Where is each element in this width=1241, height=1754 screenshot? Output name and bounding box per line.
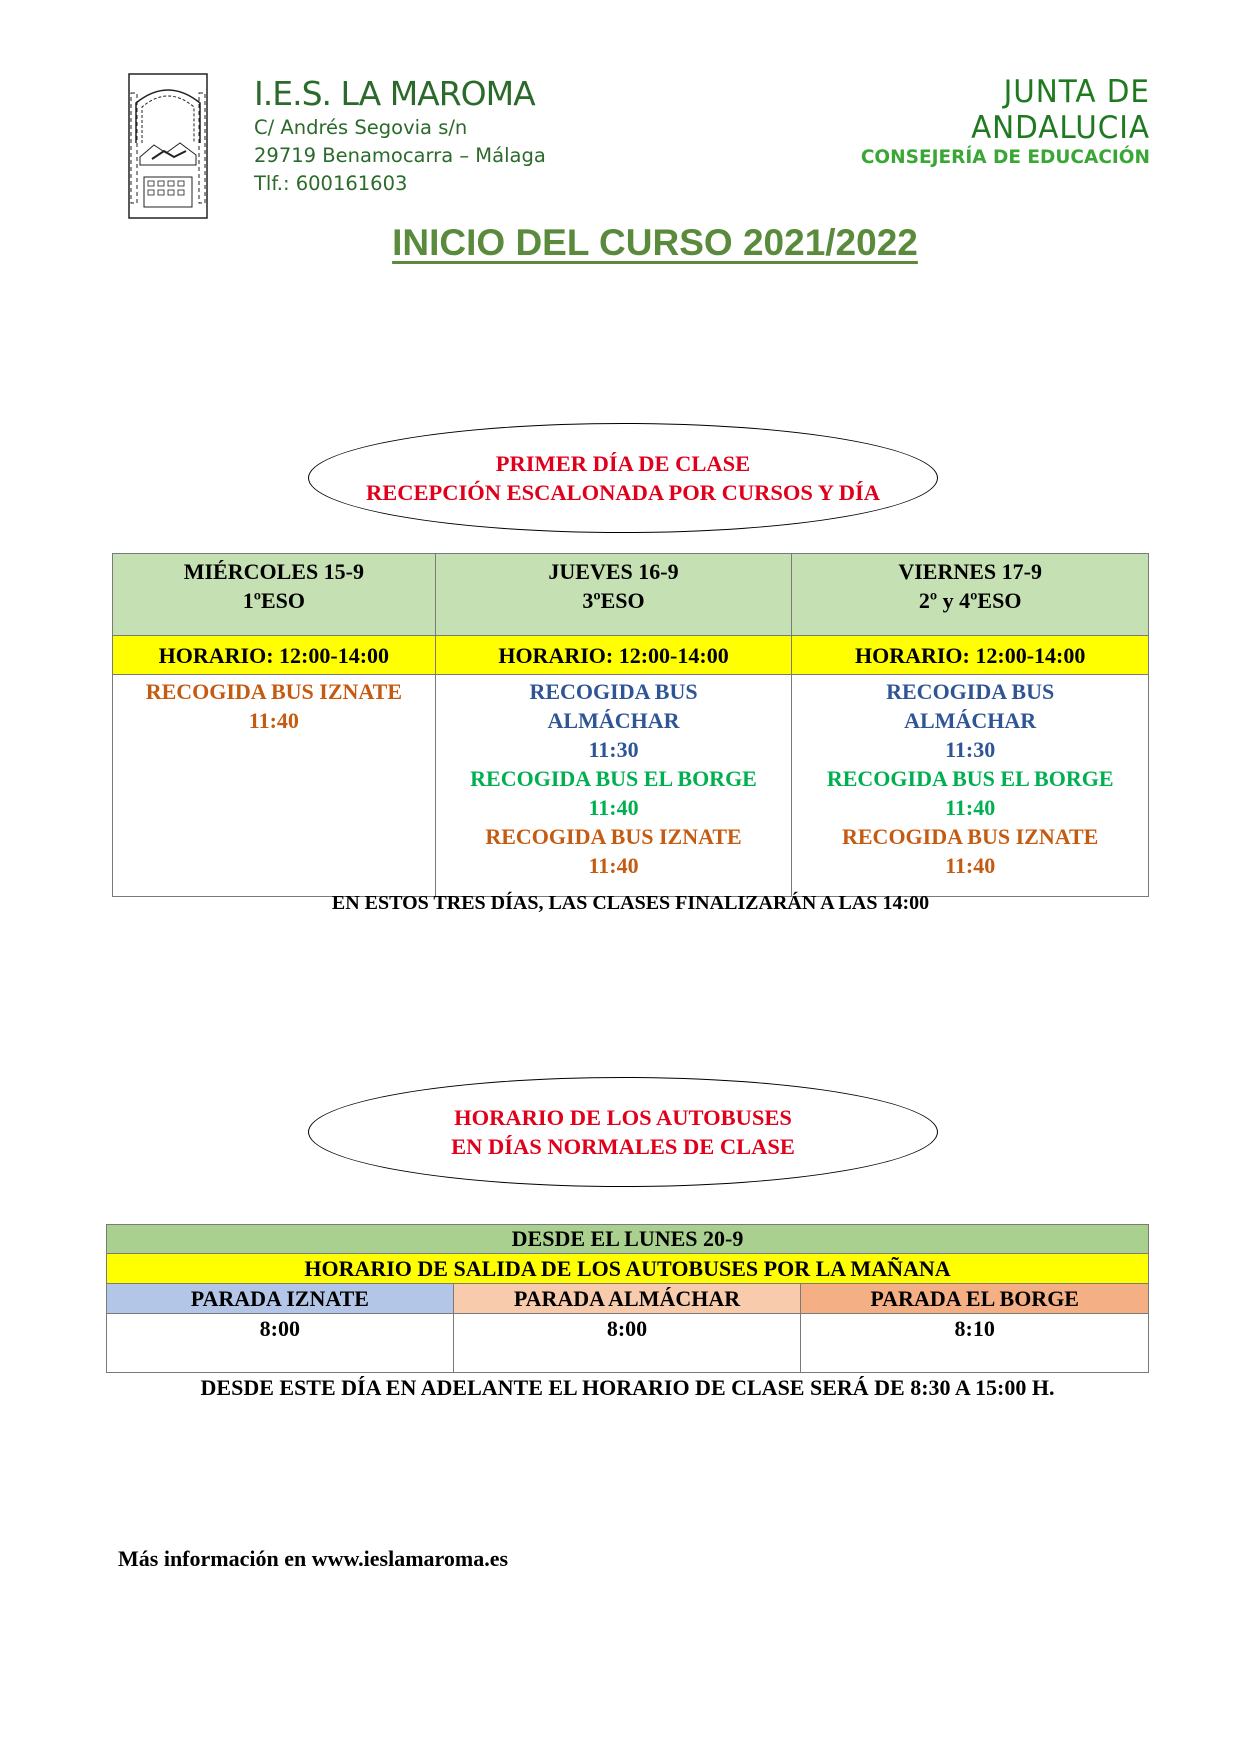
bus-schedule-oval [308, 1077, 938, 1187]
pickup-cell-viernes [792, 675, 1149, 897]
school-address-city: 29719 Benamocarra – Málaga [254, 144, 546, 167]
pickup-iznate-label: RECOGIDA BUS IZNATE [842, 824, 1099, 849]
pickup-almachar-label: RECOGIDA BUS [529, 679, 698, 704]
stop-almachar-header: PARADA ALMÁCHAR [453, 1284, 801, 1314]
pickup-cell-miercoles [113, 675, 436, 897]
table-row-schedule [113, 636, 1149, 675]
school-info [254, 74, 546, 198]
stop-elborge-header: PARADA EL BORGE [801, 1284, 1149, 1314]
schedule-cell: HORARIO: 12:00-14:00 [435, 636, 792, 675]
junta-title: JUNTA DE ANDALUCIA [971, 74, 1150, 146]
first-day-table [112, 553, 1149, 897]
course-label: 3ºESO [582, 588, 645, 613]
pickup-almachar-time: 11:30 [588, 737, 639, 762]
school-phone: Tlf.: 600161603 [254, 172, 408, 195]
table-row-times [107, 1314, 1149, 1373]
pickup-almachar-label-2: ALMÁCHAR [904, 708, 1037, 733]
first-day-note: EN ESTOS TRES DÍAS, LAS CLASES FINALIZARÁN A LAS 14:00 [331, 892, 930, 914]
pickup-iznate-label: RECOGIDA BUS IZNATE [485, 824, 742, 849]
table-row-pickups [113, 675, 1149, 897]
pickup-elborge-time: 11:40 [945, 795, 996, 820]
school-name: I.E.S. LA MAROMA [254, 74, 535, 113]
school-address-street: C/ Andrés Segovia s/n [254, 116, 468, 139]
pickup-iznate-label: RECOGIDA BUS IZNATE [145, 679, 403, 704]
bus-oval-line1: HORARIO DE LOS AUTOBUSES [454, 1105, 792, 1130]
pickup-almachar-time: 11:30 [945, 737, 996, 762]
stop-almachar-time: 8:00 [453, 1314, 801, 1373]
pickup-elborge-time: 11:40 [588, 795, 639, 820]
day-label: MIÉRCOLES 15-9 [183, 559, 364, 584]
stop-elborge-time: 8:10 [801, 1314, 1149, 1373]
pickup-iznate-time: 11:40 [248, 708, 299, 733]
day-cell-jueves [435, 554, 792, 636]
table-row-subtitle [107, 1254, 1149, 1284]
stop-iznate-header: PARADA IZNATE [107, 1284, 454, 1314]
junta-logo [820, 74, 1150, 170]
pickup-elborge-label: RECOGIDA BUS EL BORGE [470, 766, 757, 791]
schedule-cell: HORARIO: 12:00-14:00 [113, 636, 436, 675]
course-label: 2º y 4ºESO [918, 588, 1022, 613]
school-logo [128, 73, 208, 219]
pickup-almachar-label: RECOGIDA BUS [886, 679, 1055, 704]
page-title: INICIO DEL CURSO 2021/2022 [392, 222, 918, 263]
bus-note: DESDE ESTE DÍA EN ADELANTE EL HORARIO DE CLASE SERÁ DE 8:30 A 15:00 H. [200, 1375, 1055, 1400]
first-day-oval-line1: PRIMER DÍA DE CLASE [495, 451, 751, 476]
day-label: VIERNES 17-9 [898, 559, 1042, 584]
course-label: 1ºESO [242, 588, 305, 613]
table-row-from-date [107, 1225, 1149, 1254]
pickup-elborge-label: RECOGIDA BUS EL BORGE [826, 766, 1114, 791]
footer-info: Más información en www.ieslamaroma.es [118, 1546, 509, 1571]
stop-iznate-time: 8:00 [107, 1314, 454, 1373]
pickup-almachar-label-2: ALMÁCHAR [547, 708, 680, 733]
bus-table [106, 1224, 1149, 1373]
bus-oval-line2: EN DÍAS NORMALES DE CLASE [451, 1134, 795, 1159]
day-label: JUEVES 16-9 [548, 559, 679, 584]
table-row-stops [107, 1284, 1149, 1314]
schedule-cell: HORARIO: 12:00-14:00 [792, 636, 1149, 675]
bus-subtitle-cell: HORARIO DE SALIDA DE LOS AUTOBUSES POR LA MAÑANA [107, 1254, 1149, 1284]
day-cell-miercoles [113, 554, 436, 636]
from-date-cell: DESDE EL LUNES 20-9 [107, 1225, 1149, 1254]
pickup-iznate-time: 11:40 [588, 853, 639, 878]
table-row-days [113, 554, 1149, 636]
pickup-cell-jueves [435, 675, 792, 897]
pickup-iznate-time: 11:40 [945, 853, 996, 878]
day-cell-viernes [792, 554, 1149, 636]
consejeria-title: CONSEJERÍA DE EDUCACIÓN [860, 147, 1150, 168]
first-day-oval [308, 423, 938, 533]
first-day-oval-line2: RECEPCIÓN ESCALONADA POR CURSOS Y DÍA [365, 480, 881, 505]
